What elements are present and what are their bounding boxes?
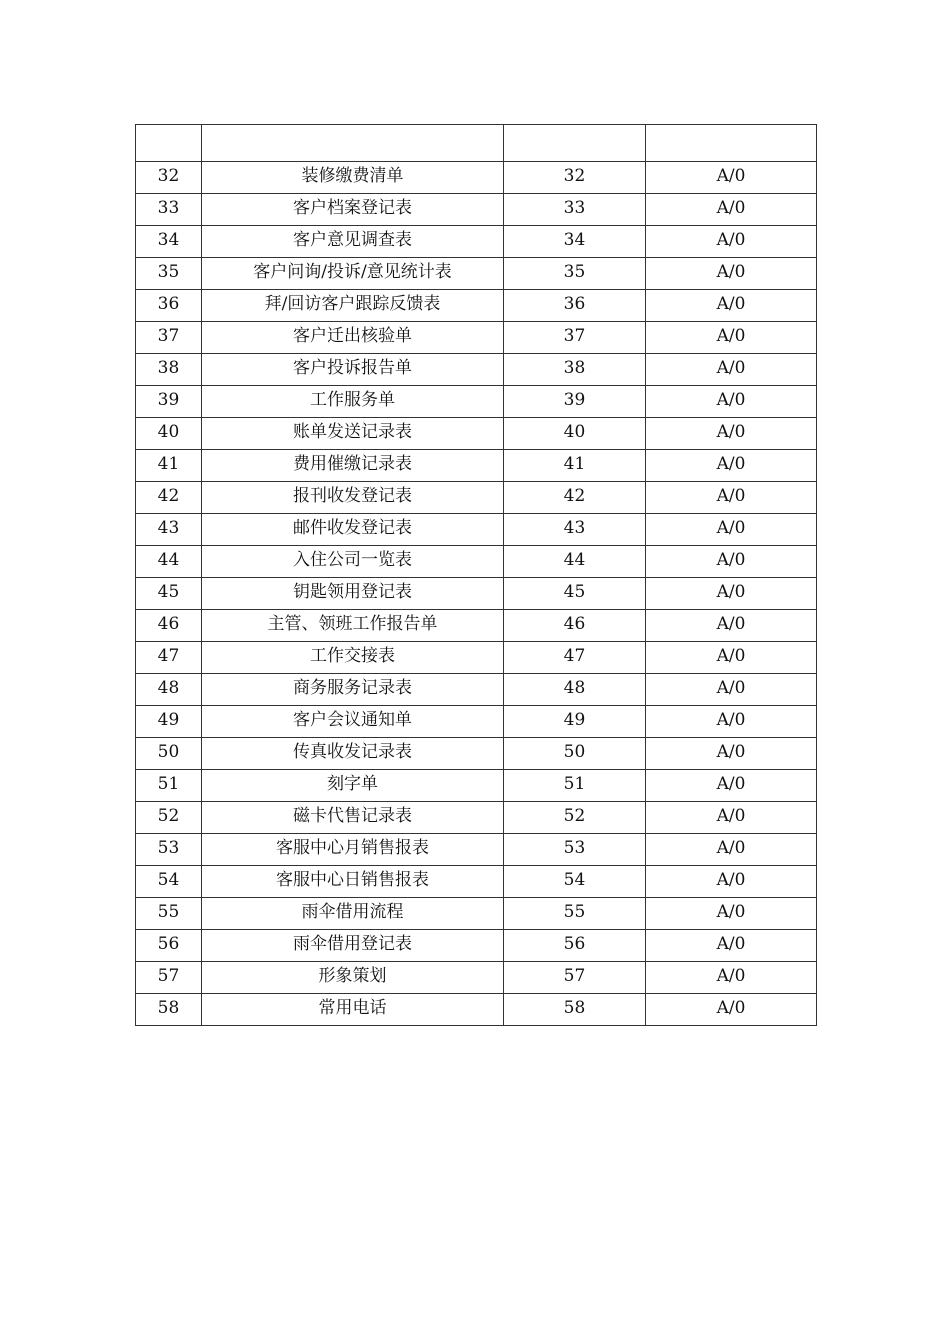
row-number-cell: 48 — [136, 674, 202, 706]
form-code-cell: 37 — [504, 322, 646, 354]
table-row — [136, 994, 817, 1026]
version-cell: A/0 — [646, 226, 817, 258]
form-code-cell: 54 — [504, 866, 646, 898]
form-name-cell: 工作交接表 — [202, 642, 504, 674]
table-row — [136, 962, 817, 994]
form-code-cell: 48 — [504, 674, 646, 706]
form-name-cell: 客户档案登记表 — [202, 194, 504, 226]
row-number-cell: 42 — [136, 482, 202, 514]
form-code-cell: 33 — [504, 194, 646, 226]
form-code-cell: 32 — [504, 162, 646, 194]
version-cell: A/0 — [646, 674, 817, 706]
form-code-cell: 34 — [504, 226, 646, 258]
version-cell: A/0 — [646, 962, 817, 994]
table-row — [136, 546, 817, 578]
row-number-cell: 39 — [136, 386, 202, 418]
form-code-cell: 42 — [504, 482, 646, 514]
form-code-cell: 53 — [504, 834, 646, 866]
table-row — [136, 898, 817, 930]
form-name-cell: 磁卡代售记录表 — [202, 802, 504, 834]
table-row — [136, 418, 817, 450]
version-cell: A/0 — [646, 482, 817, 514]
header-cell-version — [646, 125, 817, 162]
version-cell: A/0 — [646, 418, 817, 450]
form-name-cell: 客户意见调查表 — [202, 226, 504, 258]
version-cell: A/0 — [646, 322, 817, 354]
form-name-cell: 邮件收发登记表 — [202, 514, 504, 546]
table-row — [136, 322, 817, 354]
row-number-cell: 57 — [136, 962, 202, 994]
row-number-cell: 45 — [136, 578, 202, 610]
form-name-cell: 账单发送记录表 — [202, 418, 504, 450]
form-name-cell: 客服中心月销售报表 — [202, 834, 504, 866]
form-code-cell: 58 — [504, 994, 646, 1026]
form-name-cell: 雨伞借用流程 — [202, 898, 504, 930]
form-name-cell: 刻字单 — [202, 770, 504, 802]
form-name-cell: 传真收发记录表 — [202, 738, 504, 770]
table-row — [136, 194, 817, 226]
version-cell: A/0 — [646, 546, 817, 578]
row-number-cell: 33 — [136, 194, 202, 226]
form-code-cell: 39 — [504, 386, 646, 418]
row-number-cell: 36 — [136, 290, 202, 322]
row-number-cell: 44 — [136, 546, 202, 578]
version-cell: A/0 — [646, 610, 817, 642]
row-number-cell: 37 — [136, 322, 202, 354]
form-name-cell: 形象策划 — [202, 962, 504, 994]
row-number-cell: 49 — [136, 706, 202, 738]
table-row — [136, 290, 817, 322]
table-row — [136, 706, 817, 738]
table-row — [136, 578, 817, 610]
version-cell: A/0 — [646, 258, 817, 290]
row-number-cell: 56 — [136, 930, 202, 962]
form-code-cell: 51 — [504, 770, 646, 802]
table-row — [136, 802, 817, 834]
version-cell: A/0 — [646, 450, 817, 482]
version-cell: A/0 — [646, 514, 817, 546]
table-row — [136, 162, 817, 194]
form-name-cell: 客户投诉报告单 — [202, 354, 504, 386]
row-number-cell: 32 — [136, 162, 202, 194]
row-number-cell: 41 — [136, 450, 202, 482]
form-name-cell: 客户问询/投诉/意见统计表 — [202, 258, 504, 290]
form-name-cell: 拜/回访客户跟踪反馈表 — [202, 290, 504, 322]
table-row — [136, 866, 817, 898]
row-number-cell: 46 — [136, 610, 202, 642]
form-name-cell: 客服中心日销售报表 — [202, 866, 504, 898]
row-number-cell: 34 — [136, 226, 202, 258]
form-name-cell: 雨伞借用登记表 — [202, 930, 504, 962]
table-row — [136, 674, 817, 706]
version-cell: A/0 — [646, 866, 817, 898]
form-name-cell: 客户会议通知单 — [202, 706, 504, 738]
row-number-cell: 54 — [136, 866, 202, 898]
row-number-cell: 47 — [136, 642, 202, 674]
row-number-cell: 40 — [136, 418, 202, 450]
table-row — [136, 930, 817, 962]
version-cell: A/0 — [646, 642, 817, 674]
form-code-cell: 57 — [504, 962, 646, 994]
version-cell: A/0 — [646, 354, 817, 386]
form-name-cell: 商务服务记录表 — [202, 674, 504, 706]
form-name-cell: 入住公司一览表 — [202, 546, 504, 578]
form-code-cell: 41 — [504, 450, 646, 482]
form-code-cell: 44 — [504, 546, 646, 578]
form-code-cell: 52 — [504, 802, 646, 834]
table-body — [136, 125, 817, 1026]
table-row — [136, 386, 817, 418]
form-code-cell: 35 — [504, 258, 646, 290]
row-number-cell: 35 — [136, 258, 202, 290]
form-code-cell: 43 — [504, 514, 646, 546]
table-row — [136, 514, 817, 546]
form-code-cell: 47 — [504, 642, 646, 674]
version-cell: A/0 — [646, 738, 817, 770]
version-cell: A/0 — [646, 898, 817, 930]
table-row — [136, 450, 817, 482]
version-cell: A/0 — [646, 194, 817, 226]
version-cell: A/0 — [646, 930, 817, 962]
version-cell: A/0 — [646, 834, 817, 866]
row-number-cell: 53 — [136, 834, 202, 866]
version-cell: A/0 — [646, 770, 817, 802]
version-cell: A/0 — [646, 578, 817, 610]
form-code-cell: 46 — [504, 610, 646, 642]
form-name-cell: 费用催缴记录表 — [202, 450, 504, 482]
table-row — [136, 738, 817, 770]
table-row — [136, 354, 817, 386]
version-cell: A/0 — [646, 290, 817, 322]
table-row — [136, 482, 817, 514]
form-list-table — [135, 124, 817, 1026]
form-code-cell: 38 — [504, 354, 646, 386]
version-cell: A/0 — [646, 162, 817, 194]
row-number-cell: 50 — [136, 738, 202, 770]
form-code-cell: 45 — [504, 578, 646, 610]
row-number-cell: 58 — [136, 994, 202, 1026]
form-code-cell: 56 — [504, 930, 646, 962]
version-cell: A/0 — [646, 386, 817, 418]
row-number-cell: 52 — [136, 802, 202, 834]
form-name-cell: 钥匙领用登记表 — [202, 578, 504, 610]
table-row — [136, 642, 817, 674]
header-cell-code — [504, 125, 646, 162]
row-number-cell: 38 — [136, 354, 202, 386]
table-row — [136, 834, 817, 866]
header-cell-number — [136, 125, 202, 162]
table-row — [136, 610, 817, 642]
form-name-cell: 主管、领班工作报告单 — [202, 610, 504, 642]
version-cell: A/0 — [646, 706, 817, 738]
form-code-cell: 55 — [504, 898, 646, 930]
version-cell: A/0 — [646, 994, 817, 1026]
form-name-cell: 客户迁出核验单 — [202, 322, 504, 354]
table-row — [136, 226, 817, 258]
form-name-cell: 工作服务单 — [202, 386, 504, 418]
header-cell-name — [202, 125, 504, 162]
form-code-cell: 40 — [504, 418, 646, 450]
table-row — [136, 258, 817, 290]
row-number-cell: 51 — [136, 770, 202, 802]
row-number-cell: 43 — [136, 514, 202, 546]
form-name-cell: 报刊收发登记表 — [202, 482, 504, 514]
table-header-row — [136, 125, 817, 162]
table-row — [136, 770, 817, 802]
form-name-cell: 装修缴费清单 — [202, 162, 504, 194]
form-code-cell: 36 — [504, 290, 646, 322]
row-number-cell: 55 — [136, 898, 202, 930]
form-name-cell: 常用电话 — [202, 994, 504, 1026]
form-code-cell: 50 — [504, 738, 646, 770]
version-cell: A/0 — [646, 802, 817, 834]
form-code-cell: 49 — [504, 706, 646, 738]
